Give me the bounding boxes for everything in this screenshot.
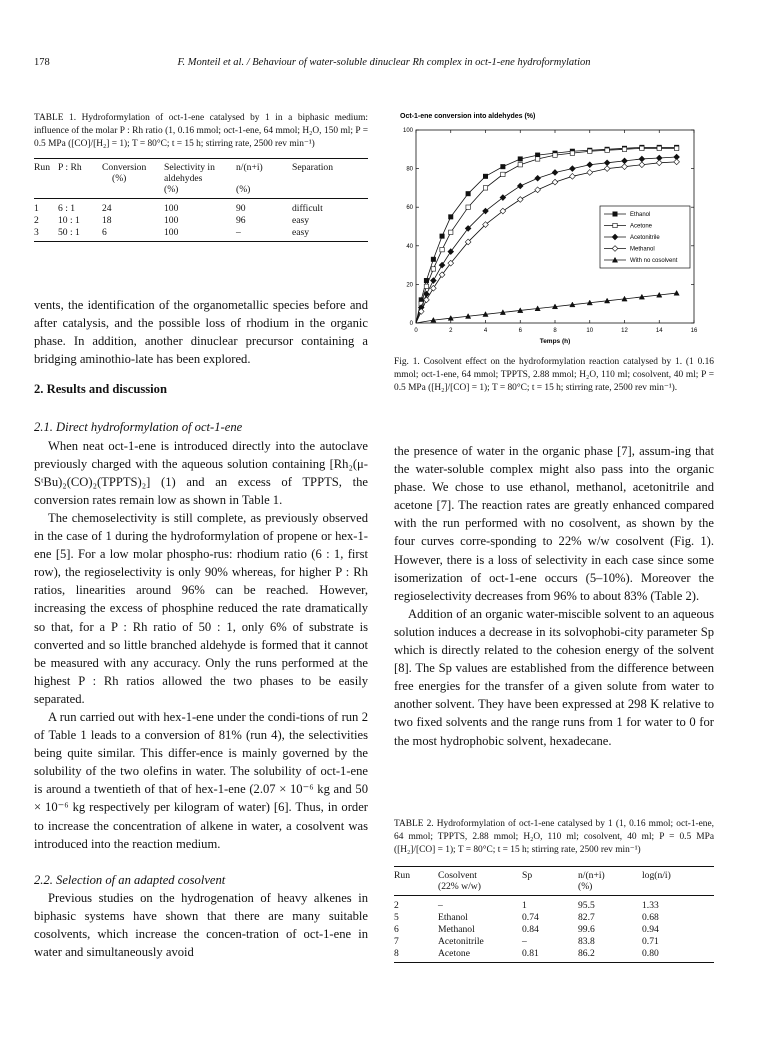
data-point — [439, 262, 445, 268]
section-heading-results: 2. Results and discussion — [34, 382, 167, 397]
y-tick-label: 60 — [406, 205, 413, 212]
table2-col-ni: n/(n+i) — [578, 869, 605, 881]
series-line-4 — [416, 293, 677, 323]
cosolvent-cell: – — [438, 899, 443, 911]
ni-cell: 96 — [236, 214, 246, 226]
table-row — [394, 923, 714, 935]
selectivity-cell: 100 — [164, 202, 179, 214]
ni-cell: – — [236, 226, 241, 238]
data-point — [640, 146, 644, 150]
data-point — [466, 191, 470, 195]
prh-cell: 6 : 1 — [58, 202, 76, 214]
table1-col-selectivity: Selectivity in — [164, 161, 215, 173]
table2-grid — [394, 866, 714, 963]
right-column — [394, 442, 714, 750]
selectivity-cell: 100 — [164, 214, 179, 226]
data-point — [570, 166, 576, 172]
separation-cell: easy — [292, 214, 310, 226]
data-point — [439, 272, 445, 278]
run-cell: 7 — [394, 935, 399, 947]
log-cell: 1.33 — [642, 899, 659, 911]
conversion-chart — [394, 108, 716, 348]
data-point — [674, 159, 680, 165]
conversion-cell: 18 — [102, 214, 112, 226]
table1-subheader-row — [34, 173, 368, 184]
data-point — [674, 146, 678, 150]
y-tick-label: 40 — [406, 243, 413, 250]
data-point — [449, 230, 453, 234]
data-point — [587, 162, 593, 168]
data-point — [501, 172, 505, 176]
table1-caption: TABLE 1. Hydroformylation of oct-1-ene catalysed by 1 in a biphasic medium: influence of the molar P : Rh ratio (1, 0.16 mmol; oct-1-ene, 64 mmol; H₂O, 150 ml; P = 0.5 MPa ([CO]/[H₂] = 1); T = 80°C; t = 15 h; stirring rate, 2500 rev min⁻¹) — [34, 113, 368, 150]
legend-marker — [613, 223, 617, 227]
table-row — [394, 947, 714, 963]
table-row — [34, 214, 368, 226]
run-cell: 5 — [394, 911, 399, 923]
table2 — [394, 818, 714, 963]
x-tick-label: 4 — [483, 328, 488, 334]
conversion-cell: 6 — [102, 226, 107, 238]
data-point — [440, 247, 444, 251]
x-tick-label: 8 — [553, 328, 557, 334]
data-point — [553, 153, 557, 157]
x-tick-label: 2 — [449, 328, 453, 334]
data-point — [535, 187, 541, 193]
data-point — [656, 160, 662, 166]
left-paragraph-3: The chemoselectivity is still complete, as previously observed in the case of 1 during the hydroformylation of propene or hex-1-ene [5]. For a low molar phospho-rus: rhodium ratio (6 : 1, first row), the regioselectivity is only 90% whereas, for higher P : Rh ratios, linearities around 96% can be reached. However, increasing the excess of phosphine reduced the rate dramatically so that, for a P : Rh ratio of 50 : 1, only 6% of substrate is converted and so little branched aldehyde is formed that it cannot be measured with any accuracy. Only the runs performed at the highest P : Rh ratios allowed the two phases to be easily separated. — [34, 510, 368, 706]
log-cell: 0.68 — [642, 911, 659, 923]
legend-label: Ethanol — [630, 212, 651, 219]
run-cell: 1 — [34, 202, 39, 214]
data-point — [570, 173, 576, 179]
running-head: F. Monteil et al. / Behaviour of water-soluble dinuclear Rh complex in oct-1-ene hydroformylation — [177, 57, 591, 68]
legend-label: Methanol — [630, 246, 655, 253]
figure-1-caption: Fig. 1. Cosolvent effect on the hydroformylation reaction catalysed by 1. (1 0.16 mmol; oct-1-ene, 64 mmol; TPPTS, 2.88 mmol; H₂O, 110 ml; cosolvent, 40 ml; P = 0.5 MPa ([H₂]/[CO] = 1); T = 80°C; t = 15 h; stirring rate, 2500 rev min⁻¹). — [394, 357, 714, 394]
left-column — [34, 296, 368, 961]
ni-cell: 83.8 — [578, 935, 595, 947]
data-point — [622, 147, 626, 151]
x-axis-label: Temps (h) — [539, 338, 571, 345]
table1-grid — [34, 158, 368, 242]
data-point — [431, 285, 437, 291]
page-number: 178 — [34, 57, 50, 68]
y-tick-label: 80 — [406, 166, 413, 173]
data-point — [449, 215, 453, 219]
chart-title: Oct-1-ene conversion into aldehydes (%) — [400, 113, 536, 120]
table1-col-separation: Separation — [292, 161, 334, 173]
table2-header-row — [394, 866, 714, 881]
run-cell: 6 — [394, 923, 399, 935]
legend-label: With no cosolvent — [630, 258, 678, 265]
data-point — [552, 179, 558, 185]
data-point — [657, 146, 661, 150]
data-point — [518, 163, 522, 167]
x-tick-label: 12 — [621, 328, 628, 334]
run-cell: 8 — [394, 947, 399, 959]
data-point — [535, 157, 539, 161]
separation-cell: difficult — [292, 202, 323, 214]
cosolvent-cell: Methanol — [438, 923, 475, 935]
data-point — [604, 160, 610, 166]
ni-cell: 99.6 — [578, 923, 595, 935]
table2-caption: TABLE 2. Hydroformylation of oct-1-ene catalysed by 1 (1, 0.16 mmol; oct-1-ene, 64 mmol; TPPTS, 2.88 mmol; H₂O, 110 ml; cosolvent, 40 ml; P = 0.5 MPa ([H₂]/[CO] = 1); T = 80°C; t = 15 h; stirring rate, 2500 rev min⁻¹) — [394, 819, 714, 856]
ni-cell: 90 — [236, 202, 246, 214]
data-point — [431, 278, 437, 284]
figure-1 — [394, 108, 716, 348]
data-point — [424, 284, 428, 288]
table2-subheader-row — [394, 881, 714, 896]
data-point — [517, 183, 523, 189]
table-row — [34, 198, 368, 214]
sp-cell: 0.74 — [522, 911, 539, 923]
table2-sub-cosolvent: (22% w/w) — [438, 880, 481, 892]
cosolvent-cell: Ethanol — [438, 911, 468, 923]
table1-col-conversion: Conversion — [102, 161, 147, 173]
subsection-heading-2-2: 2.2. Selection of an adapted cosolvent — [34, 872, 226, 887]
data-point — [483, 174, 487, 178]
data-point — [639, 162, 645, 168]
data-point — [552, 170, 558, 176]
ni-cell: 82.7 — [578, 911, 595, 923]
table-row — [394, 895, 714, 911]
log-cell: 0.80 — [642, 947, 659, 959]
left-paragraph-4: A run carried out with hex-1-ene under the condi-tions of run 2 of Table 1 leads to a conversion of 81% (run 4), the selectivities being quite similar. This differ-ence is mainly governed by the solubility of the two olefins in water. The solubility of oct-1-ene is around a twentieth of that of hex-1-ene (2.07 × 10⁻⁶ kg and 50 × 10⁻⁶ kg respectively per kilogram of water) [6]. Thus, in order to increase the concentration of alkene in water, a cosolvent was introduced into the reaction medium. — [34, 709, 368, 851]
sp-cell: 1 — [522, 899, 527, 911]
table1-header-row — [34, 158, 368, 173]
table1 — [34, 112, 368, 242]
table2-col-run: Run — [394, 869, 410, 881]
left-paragraph-2: When neat oct-1-ene is introduced directly into the autoclave previously charged with the aqueous solution containing [Rh₂(μ-SᵗBu)₂(CO)₂(TPPTS)₂] (1) and an excess of TPPTS, the conversion rates remain low as shown in Table 1. — [34, 438, 368, 507]
right-paragraph-2: Addition of an organic water-miscible solvent to an aqueous solution induces a decrease in its solvophobi-city parameter Sp which is directly related to the cohesion energy of the solvent [8]. The Sp values are established from the difference between free energies for the transfer of a given solute from water to another solvent. They have been expressed at 298 K relative to two fixed solvents and the range runs from 1 for water to 0 for the most hydrophobic solvent, hexadecane. — [394, 606, 714, 748]
table2-col-cosolvent: Cosolvent — [438, 869, 477, 881]
table-row — [34, 226, 368, 242]
cosolvent-cell: Acetone — [438, 947, 470, 959]
conversion-cell: 24 — [102, 202, 112, 214]
data-point — [639, 156, 645, 162]
table1-col-ni: n/(n+i) — [236, 161, 263, 173]
data-point — [501, 164, 505, 168]
sp-cell: 0.81 — [522, 947, 539, 959]
data-point — [622, 164, 628, 170]
data-point — [570, 151, 574, 155]
cosolvent-cell: Acetonitrile — [438, 935, 484, 947]
log-cell: 0.71 — [642, 935, 659, 947]
data-point — [587, 170, 593, 176]
legend-marker — [613, 212, 617, 216]
table2-col-log: log(n/i) — [642, 869, 671, 881]
x-tick-label: 0 — [414, 328, 418, 334]
x-tick-label: 6 — [518, 328, 522, 334]
left-paragraph-5: Previous studies on the hydrogenation of heavy alkenes in biphasic systems have shown that there are many suitable cosolvents, which increase the concen-tration of oct-1-ene in water and simultaneously avoid — [34, 890, 368, 960]
data-point — [605, 148, 609, 152]
table1-subheader-row2 — [34, 184, 368, 199]
selectivity-cell: 100 — [164, 226, 179, 238]
subsection-heading-2-1: 2.1. Direct hydroformylation of oct-1-ene — [34, 420, 243, 435]
sp-cell: 0.84 — [522, 923, 539, 935]
x-tick-label: 14 — [655, 328, 663, 334]
run-cell: 2 — [394, 899, 399, 911]
table1-col-prh: P : Rh — [58, 161, 82, 173]
table1-sub-selectivity: aldehydes — [164, 172, 203, 184]
run-cell: 2 — [34, 214, 39, 226]
table-row — [394, 911, 714, 923]
log-cell: 0.94 — [642, 923, 659, 935]
data-point — [604, 166, 610, 172]
y-tick-label: 20 — [406, 282, 413, 289]
table-row — [394, 935, 714, 947]
data-point — [431, 257, 435, 261]
prh-cell: 10 : 1 — [58, 214, 80, 226]
y-tick-label: 100 — [402, 128, 413, 134]
x-tick-label: 10 — [586, 328, 594, 334]
table2-sub-ni: (%) — [578, 880, 593, 892]
data-point — [622, 158, 628, 164]
data-point — [466, 205, 470, 209]
y-tick-label: 0 — [409, 321, 413, 327]
separation-cell: easy — [292, 226, 310, 238]
data-point — [424, 297, 430, 303]
prh-cell: 50 : 1 — [58, 226, 80, 238]
left-paragraph-1: vents, the identification of the organometallic species before and after catalysis, and the possible loss of rhodium in the organic phase. In addition, another dinuclear precursor containing a bridging aminothio-late has been explored. — [34, 298, 368, 367]
data-point — [674, 290, 679, 295]
data-point — [588, 149, 592, 153]
table1-sub-conversion: (%) — [112, 172, 127, 184]
right-paragraph-1: the presence of water in the organic phase [7], assum-ing that the water-soluble complex might also pass into the organic phase. We chose to use ethanol, methanol, acetonitrile and acetone [7]. The reaction rates are greatly enhanced compared with the run performed with no cosolvent, as shown by the four curves corre-sponding to 22% w/w cosolvent (Fig. 1). However, there is a loss of selectivity in each case since some isomerization of oct-1-ene occurs (5–10%). Moreover the regioselectivity decreases from 96% to about 83% (Table 2). — [394, 444, 714, 603]
sp-cell: – — [522, 935, 527, 947]
table1-sub-ni-unit: (%) — [236, 183, 251, 195]
x-tick-label: 16 — [690, 328, 698, 334]
data-point — [440, 234, 444, 238]
run-cell: 3 — [34, 226, 39, 238]
ni-cell: 95.5 — [578, 899, 595, 911]
data-point — [518, 157, 522, 161]
data-point — [517, 197, 523, 203]
data-point — [483, 186, 487, 190]
data-point — [535, 175, 541, 181]
table1-sub-sel-unit: (%) — [164, 183, 179, 195]
data-point — [431, 267, 435, 271]
legend-label: Acetonitrile — [630, 235, 660, 242]
table2-col-sp: Sp — [522, 869, 533, 881]
ni-cell: 86.2 — [578, 947, 595, 959]
legend-label: Acetone — [630, 223, 653, 230]
table1-col-run: Run — [34, 161, 50, 173]
